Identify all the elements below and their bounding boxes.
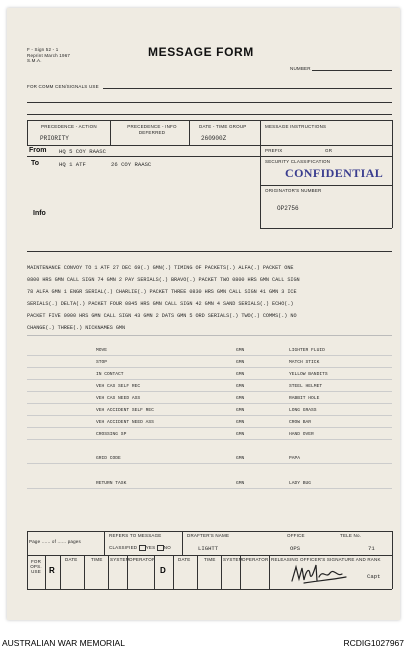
nickname-sep: GMN [236,456,245,461]
dispatched-system-label: SYSTEM [223,557,243,562]
classified-label: CLASSIFIED [109,545,138,551]
info-label: Info [33,210,46,217]
nickname-term: VEH ACCIDENT SELF REC [96,408,154,413]
yes-checkbox[interactable] [139,545,146,551]
nickname-term: GRID CODE [96,456,121,461]
gr-label: GR [325,148,333,153]
form-ref-line-2: Reprint March 1967 [27,52,71,58]
form-reference [27,47,70,64]
security-classification-label: SECURITY CLASSIFICATION [265,159,331,164]
message-line: 78 ALFA GMN 1 ENGR SERIAL(.) CHARLIE(.) PACKET THREE 0830 HRS GMN CALL SIGN 41 GMN 3 ICE [27,289,297,295]
for-comm-cen-label: FOR COMM CEN/SIGNALS USE [27,84,99,89]
number-label: NUMBER [290,66,311,71]
message-line: PACKET FIVE 0900 HRS GMN CALL SIGN 43 GMN 2 DATS GMN 5 ORD SERIALS(.) TWO(.) COMMS(.) NO [27,313,297,319]
originator-number-value: OP2756 [277,205,299,212]
date-time-group-value: 260900Z [201,135,227,142]
to-value-2: 26 COY RAASC [111,161,152,168]
comm-cen-line-1 [103,88,392,89]
footer-archive-id: RCDIG1027967 [343,638,404,648]
dispatched-time-label: TIME [204,557,216,562]
nickname-term: RETURN TASK [96,481,127,486]
nickname-term: IN CONTACT [96,372,124,377]
drafters-name-label: DRAFTER'S NAME [187,533,230,538]
number-line [312,70,392,71]
comm-cen-line-2 [27,102,392,103]
comm-cen-line-3 [27,114,392,115]
nickname-sep: GMN [236,396,245,401]
message-line: SERIALS(.) DELTA(.) PACKET FOUR 0845 HRS GMN CALL SIGN 42 GMN 4 SAND SERIALS(.) ECHO(.) [27,301,294,307]
no-label: NO [163,545,171,551]
form-ref-line-1: F - Sign 52 - 1 [27,47,59,52]
nickname-term: VEH CAS NEED ASS [96,396,141,401]
tele-no-value: 71 [368,545,375,552]
footer-archive-name: AUSTRALIAN WAR MEMORIAL [2,638,125,648]
prefix-label: PREFIX [265,148,283,153]
nickname-code: LIGHTER FLUID [289,348,325,353]
tele-no-label: TELE No. [340,533,362,538]
to-label: To [31,160,40,167]
nickname-sep: GMN [236,348,245,353]
releasing-officer-label: RELEASING OFFICER'S SIGNATURE AND RANK [271,557,381,562]
nickname-code: LONG GRASS [289,408,317,413]
nickname-code: CROW BAR [289,420,312,425]
refers-to-message-label: REFERS TO MESSAGE [109,533,162,538]
page-count: Page ...... of ...... pages [29,539,81,544]
nickname-term: VEH ACCIDENT NEED ASS [96,420,154,425]
form-ref-line-3: S.M.A. [27,58,42,63]
nickname-sep: GMN [236,372,245,377]
message-form-sheet [7,8,400,620]
to-value-1: HQ 1 ATF [59,161,86,168]
originator-number-label: ORIGINATOR'S NUMBER [265,188,322,193]
nickname-sep: GMN [236,408,245,413]
no-checkbox[interactable] [157,545,164,551]
nickname-sep: GMN [236,420,245,425]
received-date-label: DATE [65,557,78,562]
form-title: MESSAGE FORM [148,45,254,59]
office-label: OFFICE [287,533,305,538]
classified-options [109,545,171,551]
received-time-label: TIME [91,557,103,562]
dispatched-operator-label: OPERATOR [242,557,269,562]
received-system-label: SYSTEM [110,557,130,562]
nickname-code: PAPA [289,456,301,461]
message-line: MAINTENANCE CONVOY TO 1 ATF 27 DEC 69(.) GMN(.) TIMING OF PACKETS(.) ALFA(.) PACKET ONE [27,265,294,271]
precedence-info-label: PRECEDENCE - INFO DEFERRED [127,124,177,135]
classification-stamp: CONFIDENTIAL [285,166,384,180]
nickname-code: YELLOW BANDITS [289,372,328,377]
of-label: of [51,539,57,544]
nickname-sep: GMN [236,432,245,437]
pages-label: pages [67,539,81,544]
nickname-code: MATCH STICK [289,360,320,365]
for-ops-use-label: FOR OPS. USE [30,559,42,574]
nickname-sep: GMN [236,360,245,365]
page-label: Page [29,539,41,544]
precedence-action-label: PRECEDENCE - ACTION [41,124,97,129]
releasing-officer-signature [290,559,350,589]
nickname-code: HAND OVER [289,432,314,437]
precedence-action-value: PRIORITY [40,135,69,142]
officer-rank: Capt [367,573,381,580]
message-line: CHANGE(.) THREE(.) NICKNAMES GMN [27,325,126,331]
from-value: HQ 5 COY RAASC [59,148,106,155]
nickname-term: CROSSING SP [96,432,127,437]
nickname-code: STEEL HELMET [289,384,323,389]
from-label: From [29,147,47,154]
drafters-name-value: LIGHTT [198,545,219,552]
date-time-group-label: DATE - TIME GROUP [199,124,247,129]
nickname-sep: GMN [236,384,245,389]
nickname-code: LADY BUG [289,481,312,486]
received-operator-label: OPERATOR [129,557,156,562]
dispatched-marker: D [160,566,166,575]
nickname-term: MOVE [96,348,108,353]
nickname-code: RABBIT HOLE [289,396,320,401]
message-instructions-label: MESSAGE INSTRUCTIONS [265,124,327,129]
message-line: 0800 HRS GMN CALL SIGN 74 GMN 2 PAY SERIALS(.) BRAVO(.) PACKET TWO 0800 HRS GMN CALL SIGN [27,277,300,283]
received-marker: R [49,566,55,575]
dispatched-date-label: DATE [178,557,191,562]
nickname-term: STOP [96,360,108,365]
yes-label: YES [145,545,156,551]
nickname-sep: GMN [236,481,245,486]
office-value: OPS [290,545,301,552]
nickname-term: VEH CAS SELF REC [96,384,141,389]
